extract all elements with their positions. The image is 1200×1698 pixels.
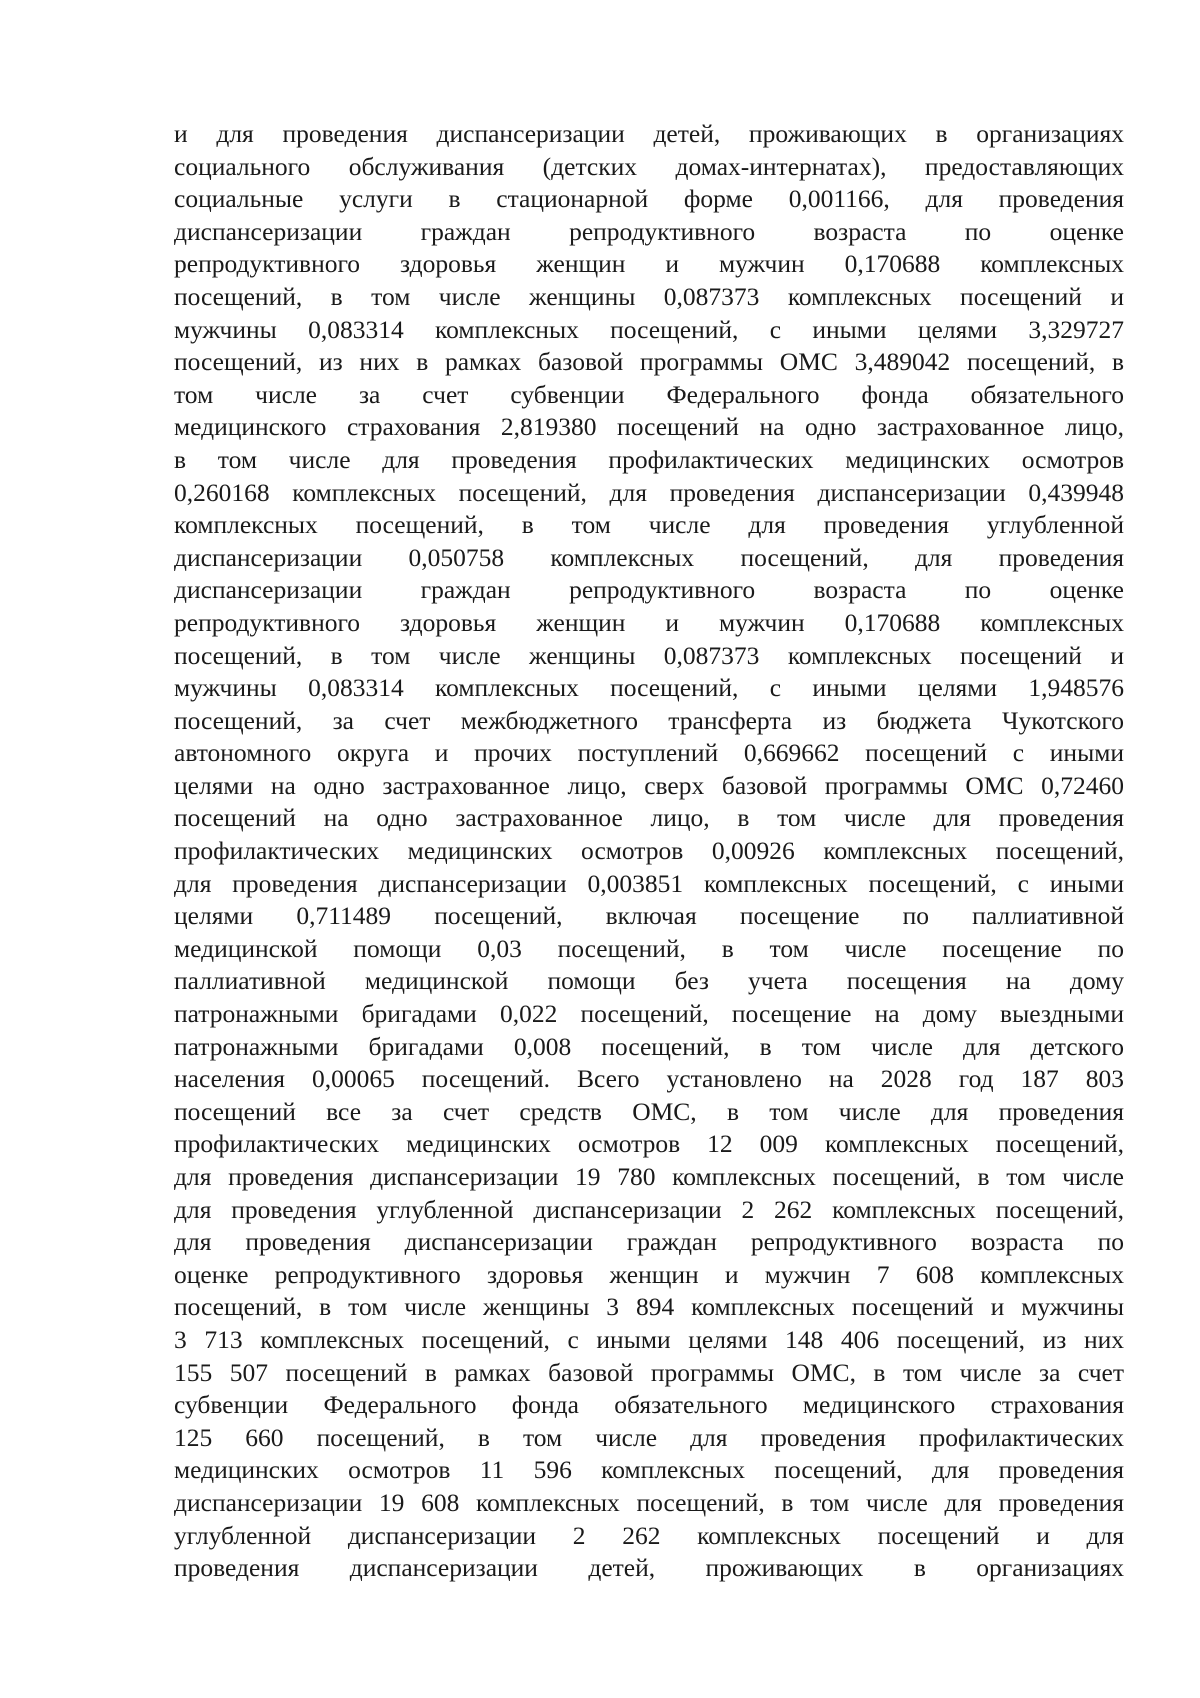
text-line: целями на одно застрахованное лицо, сверх базовой программы ОМС 0,72460 (174, 770, 1124, 800)
text-line: целями 0,711489 посещений, включая посещение по паллиативной (174, 901, 1124, 931)
text-line: 155 507 посещений в рамках базовой программы ОМС, в том числе за счет (174, 1357, 1124, 1387)
text-line: субвенции Федерального фонда обязательного медицинского страхования (174, 1390, 1124, 1420)
text-line: репродуктивного здоровья женщин и мужчин 0,170688 комплексных (174, 607, 1124, 637)
text-line: посещений, из них в рамках базовой программы ОМС 3,489042 посещений, в (174, 347, 1124, 377)
text-line: диспансеризации 0,050758 комплексных посещений, для проведения (174, 542, 1124, 572)
text-line: профилактических медицинских осмотров 0,00926 комплексных посещений, (174, 836, 1124, 866)
text-line: социальные услуги в стационарной форме 0,001166, для проведения (174, 184, 1124, 214)
text-line: мужчины 0,083314 комплексных посещений, с иными целями 3,329727 (174, 314, 1124, 344)
text-line: медицинских осмотров 11 596 комплексных посещений, для проведения (174, 1455, 1124, 1485)
text-line: углубленной диспансеризации 2 262 комплексных посещений и для (174, 1520, 1124, 1550)
text-line: комплексных посещений, в том числе для проведения углубленной (174, 510, 1124, 540)
text-line: 0,260168 комплексных посещений, для проведения диспансеризации 0,439948 (174, 477, 1124, 507)
text-line: паллиативной медицинской помощи без учета посещения на дому (174, 966, 1124, 996)
text-line: в том числе для проведения профилактических медицинских осмотров (174, 444, 1124, 474)
body-paragraph (174, 118, 1124, 1585)
text-line: социального обслуживания (детских домах-интернатах), предоставляющих (174, 151, 1124, 181)
text-line: посещений, в том числе женщины 0,087373 комплексных посещений и (174, 640, 1124, 670)
text-line: диспансеризации граждан репродуктивного возраста по оценке (174, 216, 1124, 246)
text-line: 125 660 посещений, в том числе для проведения профилактических (174, 1422, 1124, 1452)
text-line: том числе за счет субвенции Федерального фонда обязательного (174, 379, 1124, 409)
text-line: посещений все за счет средств ОМС, в том числе для проведения (174, 1096, 1124, 1126)
text-line: населения 0,00065 посещений. Всего установлено на 2028 год 187 803 (174, 1064, 1124, 1094)
text-line: для проведения диспансеризации 0,003851 комплексных посещений, с иными (174, 868, 1124, 898)
text-line: посещений на одно застрахованное лицо, в том числе для проведения (174, 803, 1124, 833)
text-line: диспансеризации 19 608 комплексных посещений, в том числе для проведения (174, 1487, 1124, 1517)
text-line: и для проведения диспансеризации детей, проживающих в организациях (174, 119, 1124, 148)
text-line: посещений, в том числе женщины 3 894 комплексных посещений и мужчины (174, 1292, 1124, 1322)
text-line: медицинского страхования 2,819380 посещений на одно застрахованное лицо, (174, 412, 1124, 442)
text-line: патронажными бригадами 0,022 посещений, посещение на дому выездными (174, 999, 1124, 1029)
text-line: патронажными бригадами 0,008 посещений, в том числе для детского (174, 1031, 1124, 1061)
text-line: оценке репродуктивного здоровья женщин и мужчин 7 608 комплексных (174, 1259, 1124, 1289)
text-line: для проведения диспансеризации граждан репродуктивного возраста по (174, 1227, 1124, 1257)
text-line: медицинской помощи 0,03 посещений, в том числе посещение по (174, 933, 1124, 963)
text-line: диспансеризации граждан репродуктивного возраста по оценке (174, 575, 1124, 605)
text-line: для проведения углубленной диспансеризации 2 262 комплексных посещений, (174, 1194, 1124, 1224)
text-line: 3 713 комплексных посещений, с иными целями 148 406 посещений, из них (174, 1324, 1124, 1354)
text-line: для проведения диспансеризации 19 780 комплексных посещений, в том числе (174, 1162, 1124, 1191)
text-line: проведения диспансеризации детей, проживающих в организациях (174, 1553, 1124, 1583)
text-line: посещений, за счет межбюджетного трансферта из бюджета Чукотского (174, 705, 1124, 735)
text-line: посещений, в том числе женщины 0,087373 комплексных посещений и (174, 281, 1124, 311)
text-line: профилактических медицинских осмотров 12 009 комплексных посещений, (174, 1129, 1124, 1159)
text-line: мужчины 0,083314 комплексных посещений, с иными целями 1,948576 (174, 673, 1124, 703)
text-line: автономного округа и прочих поступлений 0,669662 посещений с иными (174, 738, 1124, 768)
text-line: репродуктивного здоровья женщин и мужчин 0,170688 комплексных (174, 249, 1124, 279)
